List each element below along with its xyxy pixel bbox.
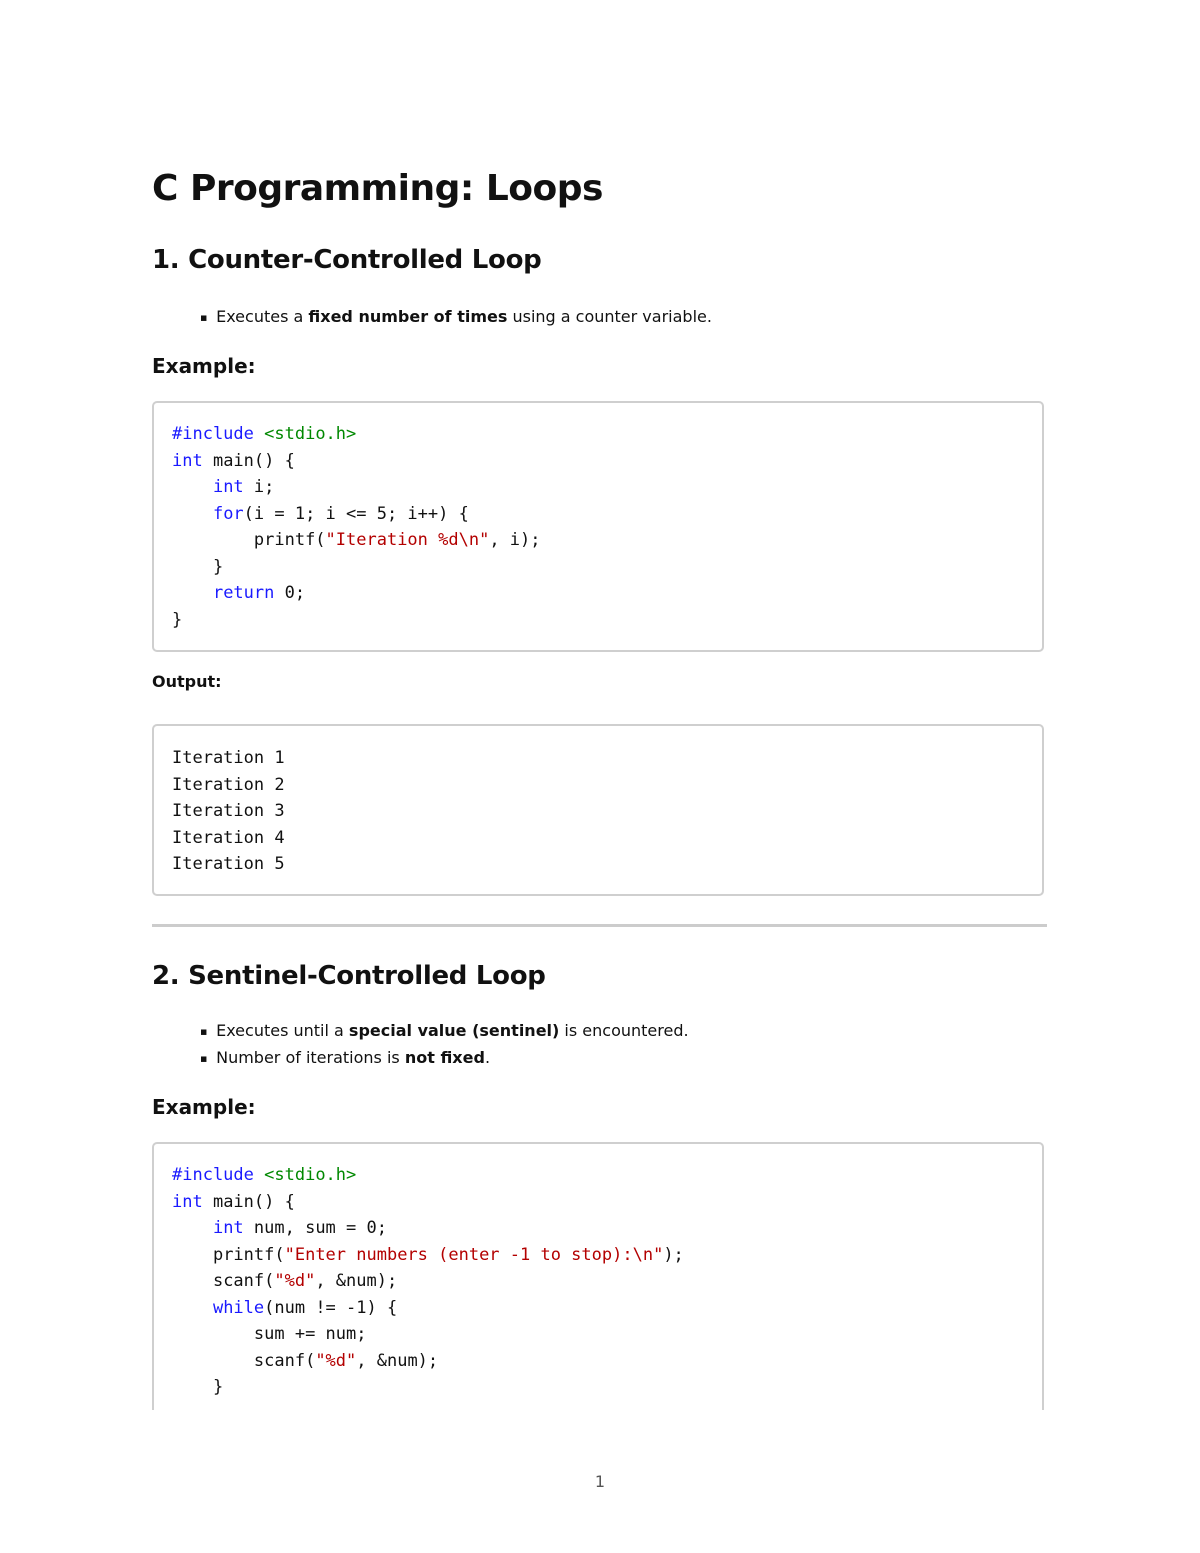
code-token: <stdio.h> — [264, 1165, 357, 1185]
code-token: } — [212, 1377, 224, 1397]
section2-bullet — [200, 1017, 689, 1044]
code-token: printf( — [253, 530, 326, 550]
code-token: return — [212, 583, 275, 603]
bullet-text: Executes a — [216, 307, 309, 326]
code-line — [172, 607, 541, 634]
code-line — [172, 527, 541, 554]
section2-code-block — [152, 1142, 1044, 1442]
code-token: <stdio.h> — [264, 424, 357, 444]
code-line — [172, 1295, 684, 1322]
code-token: , i); — [489, 530, 541, 550]
code-token: int — [212, 1218, 244, 1238]
code-line — [172, 1374, 684, 1401]
code-token: "%d" — [315, 1350, 357, 1371]
code-line — [172, 554, 541, 581]
code-line — [172, 421, 541, 448]
code-token: (num != -1) { — [264, 1297, 398, 1318]
code-token: int — [212, 477, 244, 497]
output-line: Iteration 1 — [172, 748, 285, 768]
code-token: num, sum = 0; — [243, 1218, 387, 1238]
code-token: "Iteration %d\n" — [325, 530, 490, 550]
code-line — [172, 1242, 684, 1269]
code-token: , &num); — [315, 1271, 398, 1291]
section2-example-label: Example: — [152, 1095, 256, 1119]
section1-output-block — [152, 724, 1044, 896]
bullet-bold-text: fixed number of times — [308, 307, 508, 326]
code-line — [172, 501, 541, 528]
bullet-text: . — [484, 1048, 491, 1067]
code-line — [172, 474, 541, 501]
bullet-bold-text: not fixed — [404, 1048, 485, 1067]
code-token: int — [172, 450, 203, 471]
code-token: #include — [172, 1165, 254, 1185]
code-token: (i = 1; i <= 5; i++) { — [243, 503, 469, 524]
code-token: #include — [172, 424, 254, 444]
code-token: scanf( — [253, 1350, 316, 1371]
code-token: , &num); — [356, 1350, 439, 1371]
code-line — [172, 1268, 684, 1295]
section1-bullet-list — [200, 303, 712, 330]
code-token: } — [212, 556, 224, 577]
section1-code-block — [152, 401, 1044, 652]
code-token: "%d" — [274, 1271, 316, 1291]
code-line — [172, 1321, 684, 1348]
section1-bullet — [200, 303, 712, 330]
code-token: ); — [663, 1244, 684, 1265]
code-line — [172, 1348, 684, 1375]
code-line — [172, 448, 541, 475]
bullet-text: using a counter variable. — [507, 307, 712, 326]
code-token: sum += num; — [253, 1324, 367, 1344]
code-token: printf( — [212, 1244, 285, 1265]
section-divider — [152, 924, 1047, 927]
section1-output-label: Output: — [152, 672, 222, 691]
section1-heading: 1. Counter-Controlled Loop — [152, 245, 542, 275]
bullet-bold-text: special value (sentinel) — [348, 1021, 560, 1040]
page-title: C Programming: Loops — [152, 168, 603, 209]
bullet-text: is encountered. — [559, 1021, 689, 1040]
code-line — [172, 1189, 684, 1216]
code-token: "Enter numbers (enter -1 to stop):\n" — [284, 1244, 664, 1265]
code-token: int — [172, 1191, 203, 1212]
code-token: i; — [243, 477, 275, 497]
section2-bullet-list — [200, 1017, 689, 1071]
section1-example-label: Example: — [152, 354, 256, 378]
code-token: } — [172, 609, 183, 630]
code-line — [172, 580, 541, 607]
code-token: while — [212, 1297, 265, 1318]
code-token: for — [212, 503, 244, 524]
page-number: 1 — [594, 1472, 606, 1491]
bullet-text: Number of iterations is — [216, 1048, 405, 1067]
output-line: Iteration 3 — [172, 801, 285, 821]
output-line: Iteration 4 — [172, 827, 285, 848]
code-line — [172, 1162, 684, 1189]
section2-heading: 2. Sentinel-Controlled Loop — [152, 961, 546, 991]
code-token: main() { — [202, 450, 295, 471]
code-token: main() { — [202, 1191, 295, 1212]
section2-bullet — [200, 1044, 689, 1071]
code-line — [172, 1215, 684, 1242]
bullet-text: Executes until a — [216, 1021, 349, 1040]
output-line: Iteration 5 — [172, 854, 285, 874]
output-line: Iteration 2 — [172, 774, 285, 795]
code-token: scanf( — [212, 1271, 275, 1291]
code-token: 0; — [274, 583, 306, 603]
